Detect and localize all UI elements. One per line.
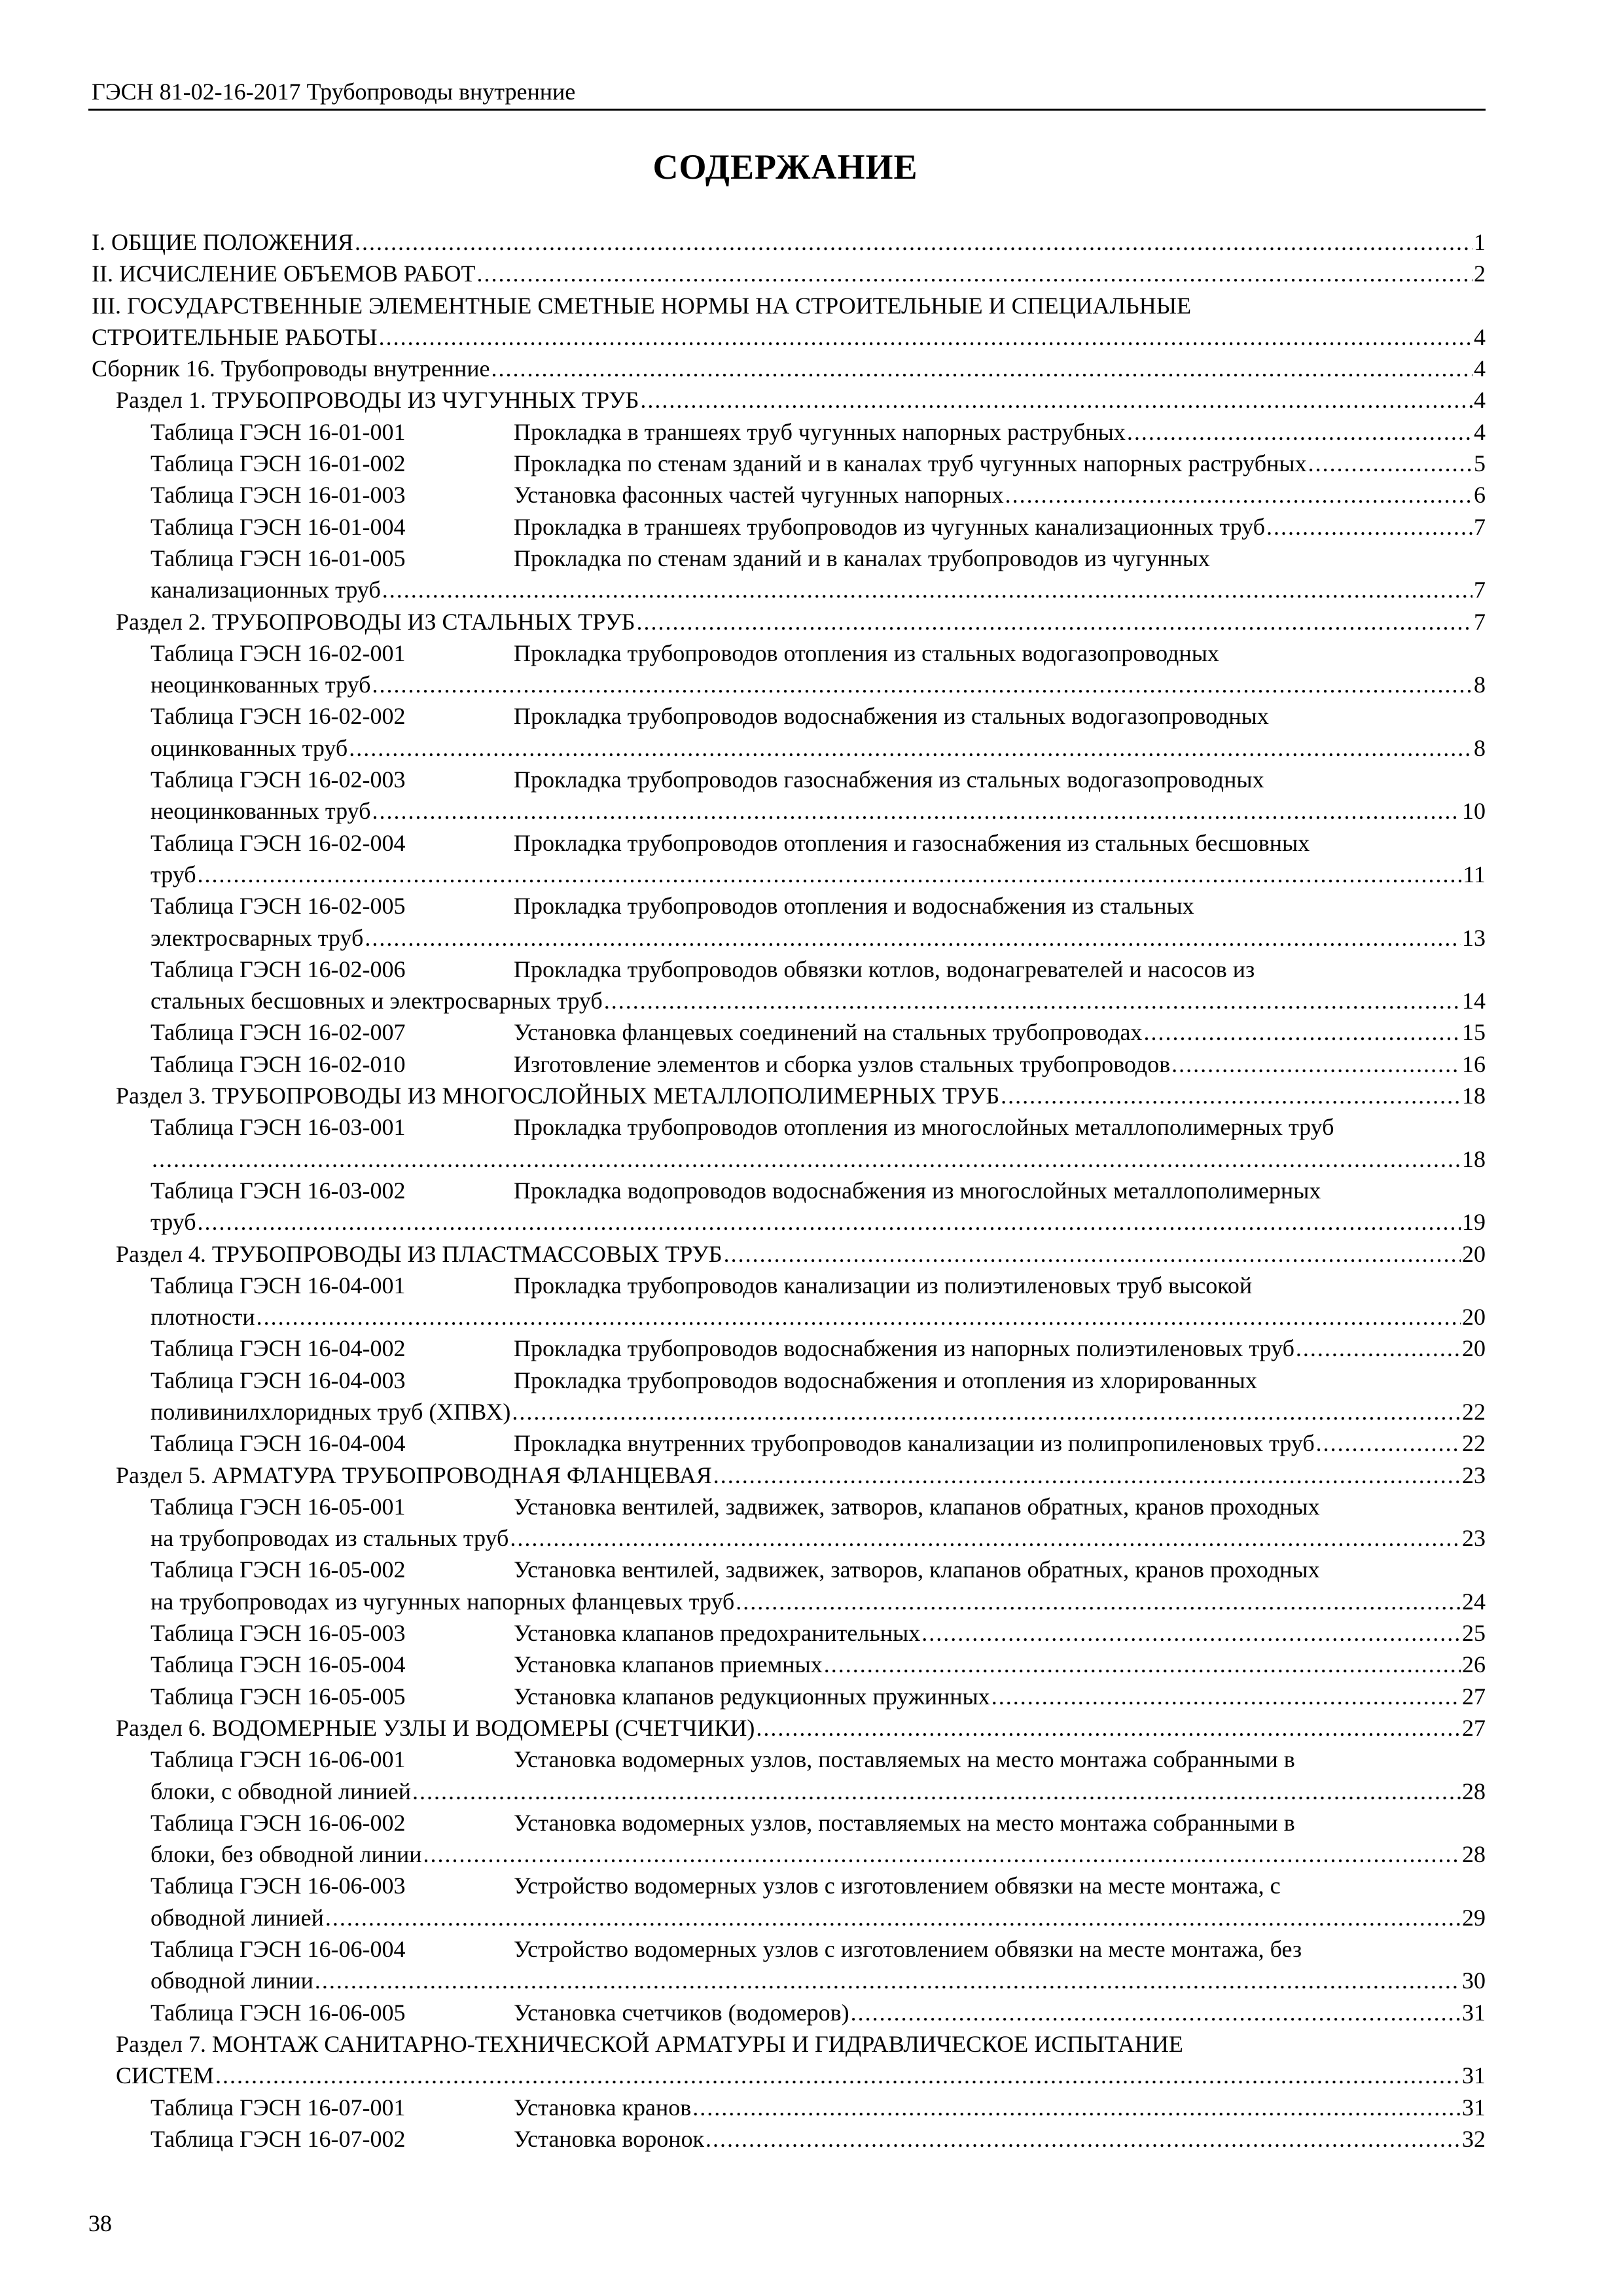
toc-entry[interactable] (88, 1554, 1486, 1617)
toc-table-code: Таблица ГЭСН 16-01-003 (151, 482, 406, 509)
toc-page-number: 7 (1474, 513, 1486, 540)
toc-page-number: 15 (1462, 1019, 1486, 1046)
toc-entry-title: Прокладка трубопроводов отопления из стальных водогазопроводных (514, 639, 1219, 666)
toc-entry-title: Прокладка трубопроводов отопления и водоснабжения из стальных (514, 893, 1194, 920)
dot-leader (152, 1143, 1461, 1175)
toc-table-code: Таблица ГЭСН 16-06-002 (151, 1809, 406, 1836)
toc-page-number: 23 (1462, 1525, 1486, 1552)
toc-entry-title: Установка клапанов редукционных пружинных (514, 1683, 990, 1710)
toc-entry-title: Установка водомерных узлов, поставляемых на место монтажа собранными в (514, 1746, 1295, 1773)
toc-entry[interactable] (88, 1365, 1486, 1428)
dot-leader (423, 1839, 1461, 1870)
toc-page-number: 30 (1462, 1967, 1486, 1994)
toc-entry[interactable] (88, 1460, 1486, 1491)
dot-leader (991, 1681, 1461, 1712)
toc-page-number: 31 (1462, 1999, 1486, 2026)
toc-entry-title: неоцинкованных труб (151, 798, 371, 825)
toc-entry-title: СТРОИТЕЛЬНЫЕ РАБОТЫ (92, 323, 378, 350)
dot-leader (1308, 448, 1472, 479)
toc-entry-line (116, 384, 1486, 416)
dot-leader (736, 1586, 1461, 1617)
toc-entry[interactable] (88, 1744, 1486, 1807)
toc-table-code: Таблица ГЭСН 16-04-004 (151, 1430, 406, 1457)
toc-entry-line (151, 1427, 1486, 1459)
toc-entry-line (116, 1460, 1486, 1491)
toc-table-code: Таблица ГЭСН 16-01-004 (151, 513, 406, 540)
toc-entry[interactable] (88, 954, 1486, 1017)
toc-entry-title: Установка воронок (514, 2125, 704, 2152)
toc-entry[interactable] (88, 1427, 1486, 1459)
toc-entry-title: Установка клапанов приемных (514, 1651, 823, 1678)
toc-entry-title: Прокладка внутренних трубопроводов канализации из полипропиленовых труб (514, 1430, 1315, 1457)
dot-leader (1127, 416, 1472, 448)
toc-page-number: 13 (1462, 924, 1486, 951)
toc-entry-line (88, 1965, 1486, 1996)
toc-page-number: 16 (1462, 1050, 1486, 1077)
toc-page-number: 25 (1462, 1620, 1486, 1647)
toc-entry-first-line (151, 827, 1486, 859)
toc-entry-title: Прокладка трубопроводов водоснабжения и отопления из хлорированных (514, 1367, 1257, 1393)
toc-entry-title: труб (151, 861, 196, 888)
toc-entry[interactable] (88, 353, 1486, 384)
toc-entry-title: Прокладка трубопроводов канализации из полиэтиленовых труб высокой (514, 1272, 1253, 1299)
toc-entry-first-line (151, 1270, 1486, 1301)
toc-entry-title: Прокладка трубопроводов отопления из многослойных металлополимерных труб (514, 1114, 1334, 1141)
toc-page-number: 2 (1474, 260, 1486, 287)
toc-entry-line (151, 448, 1486, 479)
toc-entry-first-line (92, 290, 1486, 321)
toc-entry[interactable] (88, 416, 1486, 448)
toc-entry[interactable] (88, 1491, 1486, 1554)
toc-entry-line (151, 1049, 1486, 1080)
toc-entry[interactable] (88, 479, 1486, 511)
toc-table-code: Таблица ГЭСН 16-02-010 (151, 1050, 406, 1077)
dot-leader (215, 2060, 1461, 2091)
toc-entry-title: Раздел 3. ТРУБОПРОВОДЫ ИЗ МНОГОСЛОЙНЫХ МЕТАЛЛОПОЛИМЕРНЫХ ТРУБ (116, 1083, 1000, 1109)
toc-page-number: 20 (1462, 1304, 1486, 1331)
toc-entry-first-line (151, 543, 1486, 574)
toc-entry-line (92, 321, 1486, 353)
toc-entry-line (151, 2123, 1486, 2155)
toc-entry-line (88, 795, 1486, 827)
toc-entry-first-line (151, 1870, 1486, 1901)
toc-page-number: 22 (1462, 1430, 1486, 1457)
toc-page-number: 18 (1462, 1083, 1486, 1109)
toc-table-code: Таблица ГЭСН 16-05-002 (151, 1556, 406, 1583)
toc-entry-title: Прокладка водопроводов водоснабжения из многослойных металлополимерных (514, 1177, 1321, 1204)
toc-entry[interactable] (88, 637, 1486, 701)
toc-entry-title: Прокладка в траншеях трубопроводов из чугунных канализационных труб (514, 513, 1265, 540)
toc-page-number: 5 (1474, 450, 1486, 477)
toc-entry-first-line (116, 2028, 1486, 2060)
toc-entry[interactable] (88, 1016, 1486, 1048)
running-header-text: ГЭСН 81-02-16-2017 Трубопроводы внутренние (92, 79, 576, 105)
toc-entry-line (88, 1586, 1486, 1617)
toc-entry-first-line (151, 1554, 1486, 1585)
toc-entry-title: Прокладка трубопроводов водоснабжения из напорных полиэтиленовых труб (514, 1335, 1294, 1362)
toc-entry-title: на трубопроводах из чугунных напорных фланцевых труб (151, 1588, 735, 1615)
page-title: СОДЕРЖАНИЕ (652, 147, 918, 187)
toc-table-code: Таблица ГЭСН 16-05-001 (151, 1493, 406, 1520)
toc-entry[interactable] (88, 511, 1486, 543)
dot-leader (1171, 1049, 1461, 1080)
toc-page-number: 18 (1462, 1145, 1486, 1172)
toc-entry-line (92, 353, 1486, 384)
toc-page-number: 4 (1474, 387, 1486, 414)
toc-entry-title: Устройство водомерных узлов с изготовлением обвязки на месте монтажа, без (514, 1936, 1302, 1963)
toc-page-number: 31 (1462, 2094, 1486, 2121)
toc-entry[interactable] (88, 1681, 1486, 1712)
toc-entry[interactable] (88, 2092, 1486, 2123)
dot-leader (198, 859, 1462, 890)
toc-entry-title: Прокладка трубопроводов газоснабжения из стальных водогазопроводных (514, 766, 1264, 793)
dot-leader (491, 353, 1472, 384)
toc-entry-line (151, 1649, 1486, 1680)
toc-entry-title: труб (151, 1209, 196, 1236)
toc-page-number: 20 (1462, 1335, 1486, 1362)
toc-entry-title: Установка фланцевых соединений на стальных трубопроводах (514, 1019, 1143, 1046)
toc-entry-first-line (151, 1744, 1486, 1775)
toc-entry-first-line (151, 700, 1486, 732)
toc-page-number: 32 (1462, 2125, 1486, 2152)
dot-leader (1005, 479, 1472, 511)
toc-page-number: 14 (1462, 988, 1486, 1014)
toc-entry-first-line (151, 1491, 1486, 1522)
toc-page-number: 24 (1462, 1588, 1486, 1615)
toc-page-number: 28 (1462, 1841, 1486, 1868)
dot-leader (713, 1460, 1461, 1491)
toc-entry-line (116, 1712, 1486, 1744)
table-of-contents (88, 226, 1486, 2155)
toc-table-code: Таблица ГЭСН 16-04-003 (151, 1367, 406, 1393)
dot-leader (372, 795, 1461, 827)
toc-entry-line (116, 606, 1486, 637)
toc-entry-line (88, 1839, 1486, 1870)
toc-entry[interactable] (88, 1049, 1486, 1080)
dot-leader (198, 1206, 1461, 1238)
dot-leader (315, 1965, 1461, 1996)
toc-entry-line (151, 1016, 1486, 1048)
toc-entry-line (88, 1301, 1486, 1333)
dot-leader (640, 384, 1472, 416)
dot-leader (257, 1301, 1461, 1333)
toc-entry[interactable] (88, 543, 1486, 606)
toc-entry-title: блоки, с обводной линией (151, 1778, 412, 1804)
dot-leader (477, 258, 1472, 289)
toc-table-code: Таблица ГЭСН 16-06-001 (151, 1746, 406, 1773)
toc-entry-line (151, 1681, 1486, 1712)
toc-entry[interactable] (88, 1175, 1486, 1238)
toc-entry-title: Установка водомерных узлов, поставляемых на место монтажа собранными в (514, 1809, 1295, 1836)
toc-entry-line (88, 1776, 1486, 1807)
toc-page-number: 8 (1474, 734, 1486, 761)
toc-table-code: Таблица ГЭСН 16-01-001 (151, 418, 406, 445)
toc-entry[interactable] (88, 890, 1486, 954)
dot-leader (379, 321, 1472, 353)
toc-entry[interactable] (88, 2123, 1486, 2155)
toc-entry[interactable] (88, 384, 1486, 416)
toc-entry-title: Установка счетчиков (водомеров) (514, 1999, 849, 2026)
toc-entry-line (88, 859, 1486, 890)
toc-page-number: 29 (1462, 1904, 1486, 1931)
toc-entry-title: Раздел 2. ТРУБОПРОВОДЫ ИЗ СТАЛЬНЫХ ТРУБ (116, 608, 635, 635)
toc-page-number: 4 (1474, 418, 1486, 445)
toc-entry-title: обводной линии (151, 1967, 313, 1994)
toc-entry[interactable] (88, 1617, 1486, 1649)
toc-table-code: Таблица ГЭСН 16-03-002 (151, 1177, 406, 1204)
toc-table-code: Таблица ГЭСН 16-02-005 (151, 893, 406, 920)
toc-entry[interactable] (88, 448, 1486, 479)
toc-entry-line (88, 1206, 1486, 1238)
toc-table-code: Таблица ГЭСН 16-06-003 (151, 1873, 406, 1899)
toc-table-code: Таблица ГЭСН 16-01-002 (151, 450, 406, 477)
dot-leader (604, 985, 1461, 1016)
dot-leader (510, 1522, 1461, 1554)
toc-entry-title: Прокладка трубопроводов обвязки котлов, водонагревателей и насосов из (514, 956, 1255, 982)
toc-entry-title: Прокладка по стенам зданий и в каналах труб чугунных напорных раструбных (514, 450, 1307, 477)
toc-page-number: 7 (1474, 577, 1486, 603)
toc-entry-line (116, 2060, 1486, 2091)
toc-page-number: 22 (1462, 1398, 1486, 1425)
toc-page-number: 27 (1462, 1683, 1486, 1710)
toc-entry-title: Раздел 7. МОНТАЖ САНИТАРНО-ТЕХНИЧЕСКОЙ АРМАТУРЫ И ГИДРАВЛИЧЕСКОЕ ИСПЫТАНИЕ (116, 2030, 1183, 2057)
toc-entry[interactable] (88, 606, 1486, 637)
toc-entry[interactable] (88, 290, 1486, 353)
toc-entry[interactable] (88, 226, 1486, 258)
toc-entry[interactable] (88, 764, 1486, 827)
toc-table-code: Таблица ГЭСН 16-01-005 (151, 545, 406, 571)
dot-leader (824, 1649, 1461, 1680)
toc-entry[interactable] (88, 1333, 1486, 1364)
toc-table-code: Таблица ГЭСН 16-02-003 (151, 766, 406, 793)
toc-entry-line (116, 1080, 1486, 1111)
toc-entry-title: поливинилхлоридных труб (ХПВХ) (151, 1398, 511, 1425)
toc-entry-line (88, 1143, 1486, 1175)
toc-page-number: 26 (1462, 1651, 1486, 1678)
toc-entry-line (92, 258, 1486, 289)
running-header (88, 77, 1486, 111)
toc-entry-line (116, 1238, 1486, 1270)
toc-page-number: 4 (1474, 355, 1486, 382)
toc-entry-first-line (151, 1175, 1486, 1206)
dot-leader (325, 1902, 1461, 1933)
toc-page-number: 10 (1462, 798, 1486, 825)
dot-leader (1316, 1427, 1461, 1459)
toc-entry-title: канализационных труб (151, 577, 381, 603)
dot-leader (705, 2123, 1461, 2155)
toc-entry-title: обводной линией (151, 1904, 324, 1931)
toc-entry-title: Установка фасонных частей чугунных напорных (514, 482, 1004, 509)
toc-table-code: Таблица ГЭСН 16-03-001 (151, 1114, 406, 1141)
dot-leader (1296, 1333, 1461, 1364)
toc-table-code: Таблица ГЭСН 16-02-006 (151, 956, 406, 982)
toc-entry-first-line (151, 1807, 1486, 1839)
toc-entry[interactable] (88, 1712, 1486, 1744)
dot-leader (1001, 1080, 1461, 1111)
toc-table-code: Таблица ГЭСН 16-07-002 (151, 2125, 406, 2152)
toc-entry-title: стальных бесшовных и электросварных труб (151, 988, 603, 1014)
toc-page-number: 20 (1462, 1240, 1486, 1267)
toc-entry-first-line (151, 637, 1486, 669)
toc-table-code: Таблица ГЭСН 16-02-004 (151, 829, 406, 856)
toc-page-number: 31 (1462, 2062, 1486, 2089)
toc-table-code: Таблица ГЭСН 16-02-007 (151, 1019, 406, 1046)
toc-page-number: 11 (1463, 861, 1486, 888)
toc-table-code: Таблица ГЭСН 16-04-002 (151, 1335, 406, 1362)
toc-entry-title: Раздел 6. ВОДОМЕРНЫЕ УЗЛЫ И ВОДОМЕРЫ (СЧЕТЧИКИ) (116, 1714, 755, 1741)
toc-table-code: Таблица ГЭСН 16-05-003 (151, 1620, 406, 1647)
toc-entry-title: Прокладка по стенам зданий и в каналах трубопроводов из чугунных (514, 545, 1210, 571)
toc-entry[interactable] (88, 1807, 1486, 1871)
toc-entry-title: Раздел 4. ТРУБОПРОВОДЫ ИЗ ПЛАСТМАССОВЫХ ТРУБ (116, 1240, 722, 1267)
toc-page-number: 28 (1462, 1778, 1486, 1804)
page-number: 38 (88, 2210, 112, 2236)
toc-entry-line (151, 1617, 1486, 1649)
toc-entry-line (88, 732, 1486, 764)
toc-entry[interactable] (88, 1997, 1486, 2028)
toc-page-number: 8 (1474, 672, 1486, 698)
toc-entry[interactable] (88, 1270, 1486, 1333)
toc-entry-title: Сборник 16. Трубопроводы внутренние (92, 355, 490, 382)
dot-leader (512, 1396, 1461, 1427)
dot-leader (382, 574, 1472, 605)
toc-entry-first-line (151, 764, 1486, 795)
toc-table-code: Таблица ГЭСН 16-06-004 (151, 1936, 406, 1963)
toc-entry[interactable] (88, 1080, 1486, 1111)
toc-page-number: 7 (1474, 608, 1486, 635)
toc-table-code: Таблица ГЭСН 16-05-005 (151, 1683, 406, 1710)
toc-page-number: 23 (1462, 1462, 1486, 1488)
toc-entry-title: Устройство водомерных узлов с изготовлением обвязки на месте монтажа, с (514, 1873, 1281, 1899)
toc-entry-first-line (151, 954, 1486, 985)
toc-table-code: Таблица ГЭСН 16-07-001 (151, 2094, 406, 2121)
toc-page-number: 19 (1462, 1209, 1486, 1236)
toc-entry[interactable] (88, 827, 1486, 891)
dot-leader (724, 1238, 1461, 1270)
toc-entry[interactable] (88, 1238, 1486, 1270)
toc-entry[interactable] (88, 1111, 1486, 1175)
toc-entry-line (92, 226, 1486, 258)
toc-entry-title: Установка кранов (514, 2094, 692, 2121)
toc-entry-title: Изготовление элементов и сборка узлов стальных трубопроводов (514, 1050, 1171, 1077)
toc-entry-title: Установка клапанов предохранительных (514, 1620, 921, 1647)
toc-entry[interactable] (88, 1933, 1486, 1997)
dot-leader (692, 2092, 1461, 2123)
toc-entry-title: Прокладка трубопроводов отопления и газоснабжения из стальных бесшовных (514, 829, 1310, 856)
toc-entry-line (88, 1396, 1486, 1427)
toc-entry-title: Установка вентилей, задвижек, затворов, клапанов обратных, кранов проходных (514, 1556, 1320, 1583)
toc-entry-first-line (151, 1111, 1486, 1143)
toc-entry-line (88, 922, 1486, 954)
toc-entry-line (151, 2092, 1486, 2123)
toc-entry-title: III. ГОСУДАРСТВЕННЫЕ ЭЛЕМЕНТНЫЕ СМЕТНЫЕ НОРМЫ НА СТРОИТЕЛЬНЫЕ И СПЕЦИАЛЬНЫЕ (92, 292, 1192, 319)
toc-entry-line (151, 479, 1486, 511)
toc-entry-title: электросварных труб (151, 924, 364, 951)
toc-entry-first-line (151, 1365, 1486, 1396)
toc-entry-title: блоки, без обводной линии (151, 1841, 422, 1868)
toc-entry-title: Раздел 1. ТРУБОПРОВОДЫ ИЗ ЧУГУННЫХ ТРУБ (116, 387, 639, 414)
toc-entry-title: на трубопроводах из стальных труб (151, 1525, 509, 1552)
toc-entry[interactable] (88, 700, 1486, 764)
toc-entry-line (151, 1333, 1486, 1364)
toc-entry-title: Прокладка трубопроводов водоснабжения из стальных водогазопроводных (514, 703, 1269, 730)
toc-entry[interactable] (88, 1649, 1486, 1680)
toc-entry-line (151, 1997, 1486, 2028)
dot-leader (636, 606, 1472, 637)
toc-entry-title: плотности (151, 1304, 255, 1331)
toc-entry-line (88, 574, 1486, 605)
dot-leader (921, 1617, 1461, 1649)
toc-table-code: Таблица ГЭСН 16-04-001 (151, 1272, 406, 1299)
toc-entry-title: Прокладка в траншеях труб чугунных напорных раструбных (514, 418, 1126, 445)
toc-entry-line (88, 985, 1486, 1016)
toc-entry-first-line (151, 1933, 1486, 1965)
dot-leader (372, 669, 1472, 700)
dot-leader (756, 1712, 1461, 1744)
toc-table-code: Таблица ГЭСН 16-05-004 (151, 1651, 406, 1678)
toc-page-number: 1 (1474, 229, 1486, 255)
toc-entry-line (88, 1522, 1486, 1554)
toc-entry-title: I. ОБЩИЕ ПОЛОЖЕНИЯ (92, 229, 353, 255)
dot-leader (349, 732, 1472, 764)
dot-leader (1143, 1016, 1461, 1048)
toc-entry-line (88, 1902, 1486, 1933)
toc-entry-title: оцинкованных труб (151, 734, 348, 761)
toc-entry-first-line (151, 890, 1486, 922)
toc-entry-title: II. ИСЧИСЛЕНИЕ ОБЪЕМОВ РАБОТ (92, 260, 476, 287)
dot-leader (851, 1997, 1461, 2028)
toc-entry-line (151, 511, 1486, 543)
toc-entry[interactable] (88, 2028, 1486, 2092)
toc-table-code: Таблица ГЭСН 16-02-002 (151, 703, 406, 730)
toc-page-number: 4 (1474, 323, 1486, 350)
toc-table-code: Таблица ГЭСН 16-02-001 (151, 639, 406, 666)
toc-entry[interactable] (88, 1870, 1486, 1933)
dot-leader (355, 226, 1472, 258)
toc-entry-title: Раздел 5. АРМАТУРА ТРУБОПРОВОДНАЯ ФЛАНЦЕВАЯ (116, 1462, 712, 1488)
toc-page-number: 6 (1474, 482, 1486, 509)
dot-leader (1266, 511, 1472, 543)
dot-leader (412, 1776, 1461, 1807)
dot-leader (365, 922, 1461, 954)
toc-entry-title: неоцинкованных труб (151, 672, 371, 698)
toc-table-code: Таблица ГЭСН 16-06-005 (151, 1999, 406, 2026)
toc-entry-title: Установка вентилей, задвижек, затворов, клапанов обратных, кранов проходных (514, 1493, 1320, 1520)
toc-entry-line (88, 669, 1486, 700)
toc-page-number: 27 (1462, 1714, 1486, 1741)
toc-entry-title: СИСТЕМ (116, 2062, 215, 2089)
toc-entry-line (151, 416, 1486, 448)
toc-entry[interactable] (88, 258, 1486, 289)
